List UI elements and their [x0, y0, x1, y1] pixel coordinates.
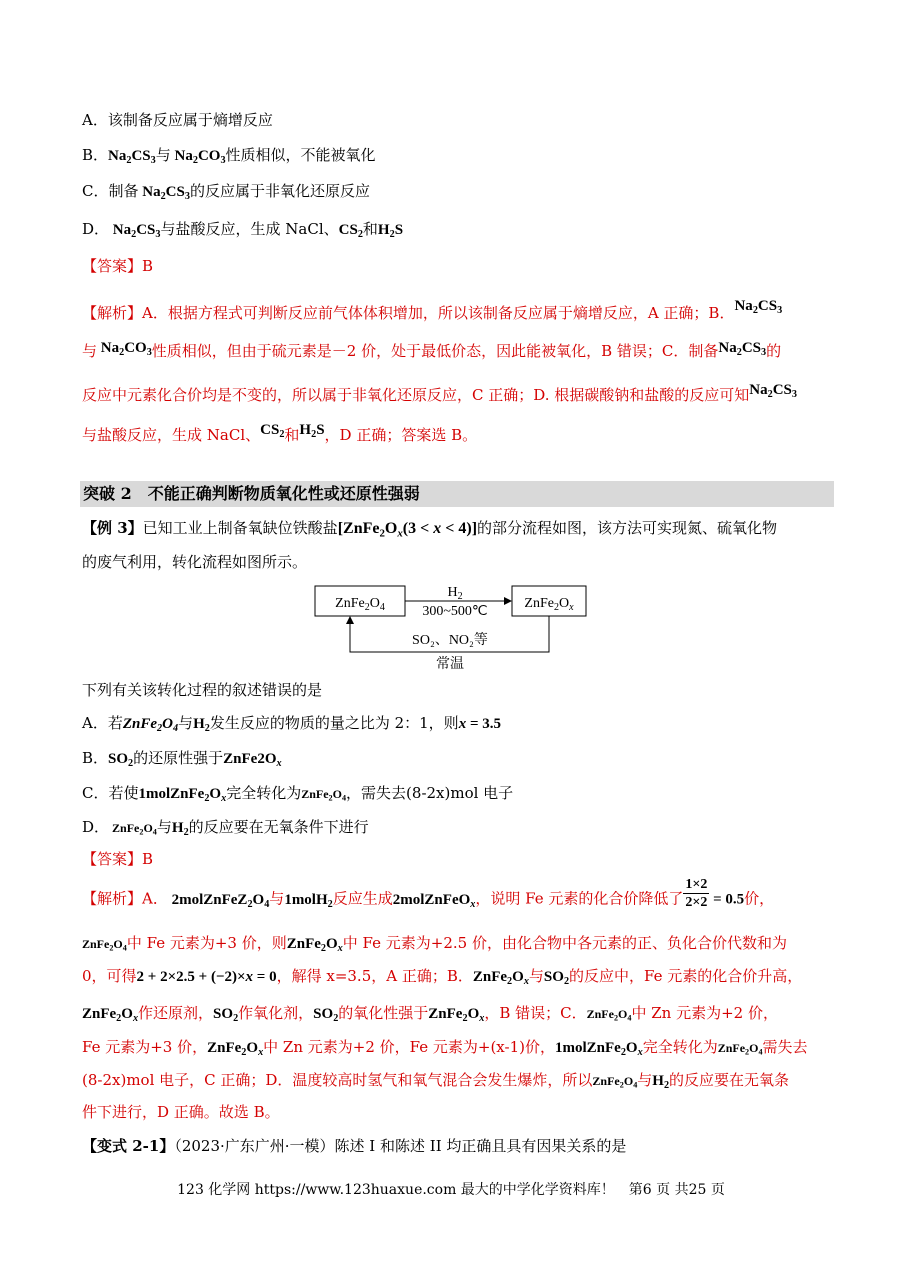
answer-label: 【答案】B: [82, 850, 154, 868]
section-header: 突破 2 不能正确判断物质氧化性或还原性强弱: [80, 481, 834, 507]
fraction: $\frac{1\times 2}{2\times 2}$: [685, 877, 708, 910]
explanation-line: $ZnFe_2O_4$中 Fe 元素为+3 价，则$ZnFe_2O_x$中 Fe 元素为+2.5 价，由化合物中各元素的正、负化合价代数和为: [82, 934, 787, 955]
option-d: D． $Na_2CS_3$与盐酸反应，生成 NaCl、$CS_2$和$H_2S$: [82, 220, 404, 241]
example-stem: 【例 3】已知工业上制备氧缺位铁酸盐$[ZnFe_2O_x(3 < x < 4)]$的部分流程如图，该方法可实现氮、硫氧化物: [82, 519, 778, 540]
explanation-line: (8-2x)mol 电子，C 正确；D．温度较高时氢气和氧气混合会发生爆炸，所以$ZnFe_2O_4$与$H_2$的反应要在无氧条: [82, 1071, 790, 1092]
option-b: B．$SO_2$的还原性强于$ZnFe2O_x$: [82, 749, 282, 770]
explanation-line: 反应中元素化合价均是不变的，所以属于非氧化还原反应，C 正确；D. 根据碳酸钠和盐酸的反应可知$Na_2CS_3$: [82, 382, 797, 404]
bottom-reagent: SO₂、NO₂等: [412, 633, 488, 648]
explanation-line: Fe 元素为+3 价，$ZnFe_2O_x$中 Zn 元素为+2 价，Fe 元素为+(x-1)价，$1molZnFe_2O_x$完全转化为$ZnFe_2O_4$需失去: [82, 1038, 808, 1059]
explanation-line: 与 $Na_2CO_3$性质相似，但由于硫元素是－2 价，处于最低价态，因此能被氧化，B 错误；C．制备$Na_2CS_3$的: [82, 340, 782, 360]
box-znfe2ox: $ZnFe_2O_x$: [524, 596, 574, 613]
top-reagent: $H_2$: [447, 585, 463, 602]
answer-label: 【答案】B: [82, 257, 154, 275]
explanation-line: 0，可得2 + 2×2.5 + (−2)×x = 0，解得 x=3.5，A 正确；B．$ZnFe_2O_x$与$SO_2$的反应中，Fe 元素的化合价升高，: [82, 967, 803, 988]
option-c: C．制备 $Na_2CS_3$的反应属于非氧化还原反应: [82, 182, 370, 203]
bottom-condition: 常温: [436, 657, 464, 672]
option-d: D． $ZnFe_2O_4$与$H_2$的反应要在无氧条件下进行: [82, 818, 369, 839]
example-stem: 的废气利用，转化流程如图所示。: [82, 553, 308, 571]
option-b: B．$Na_2CS_3$与 $Na_2CO_3$性质相似，不能被氧化: [82, 146, 376, 167]
page-footer: 123 化学网 https://www.123huaxue.com 最大的中学化学资料库！ 第6 页 共25 页: [177, 1182, 725, 1198]
top-condition: 300~500℃: [422, 604, 488, 619]
option-a: A．若$ZnFe_2O_4$与$H_2$发生反应的物质的量之比为 2：1，则x = 3.5: [82, 714, 501, 735]
option-a: A．该制备反应属于熵增反应: [82, 111, 273, 129]
flow-diagram: [300, 580, 600, 672]
box-znfe2o4: $ZnFe_2O_4$: [335, 596, 385, 613]
explanation-line: 【解析】A． $2molZnFeZ_2O_4$与1molH$_2$反应生成2molZnFeO$_x$，说明 Fe 元素的化合价降低了 $\frac{1\times 2}{2\times 2}$ = 0.5价，: [82, 877, 775, 910]
explanation-line: 【解析】A．根据方程式可判断反应前气体体积增加，所以该制备反应属于熵增反应，A 正确；B．$Na_2CS_3$: [82, 298, 783, 322]
question-text: 下列有关该转化过程的叙述错误的是: [82, 681, 323, 699]
variant-stem: 【变式 2-1】（2023·广东广州·一模）陈述 I 和陈述 II 均正确且具有因果关系的是: [82, 1137, 627, 1155]
option-c: C．若使$1molZnFe_2O_x$完全转化为$ZnFe_2O_4$，需失去(8-2x)mol 电子: [82, 784, 514, 805]
explanation-line: $ZnFe_2O_x$作还原剂，$SO_2$作氧化剂，$SO_2$的氧化性强于$ZnFe_2O_x$，B 错误；C．$ZnFe_2O_4$中 Zn 元素为+2 价，: [82, 1004, 778, 1025]
explanation-line: 件下进行，D 正确。故选 B。: [82, 1103, 280, 1121]
explanation-line: 与盐酸反应，生成 NaCl、$CS_2$和$H_2S$，D 正确；答案选 B。: [82, 422, 478, 444]
